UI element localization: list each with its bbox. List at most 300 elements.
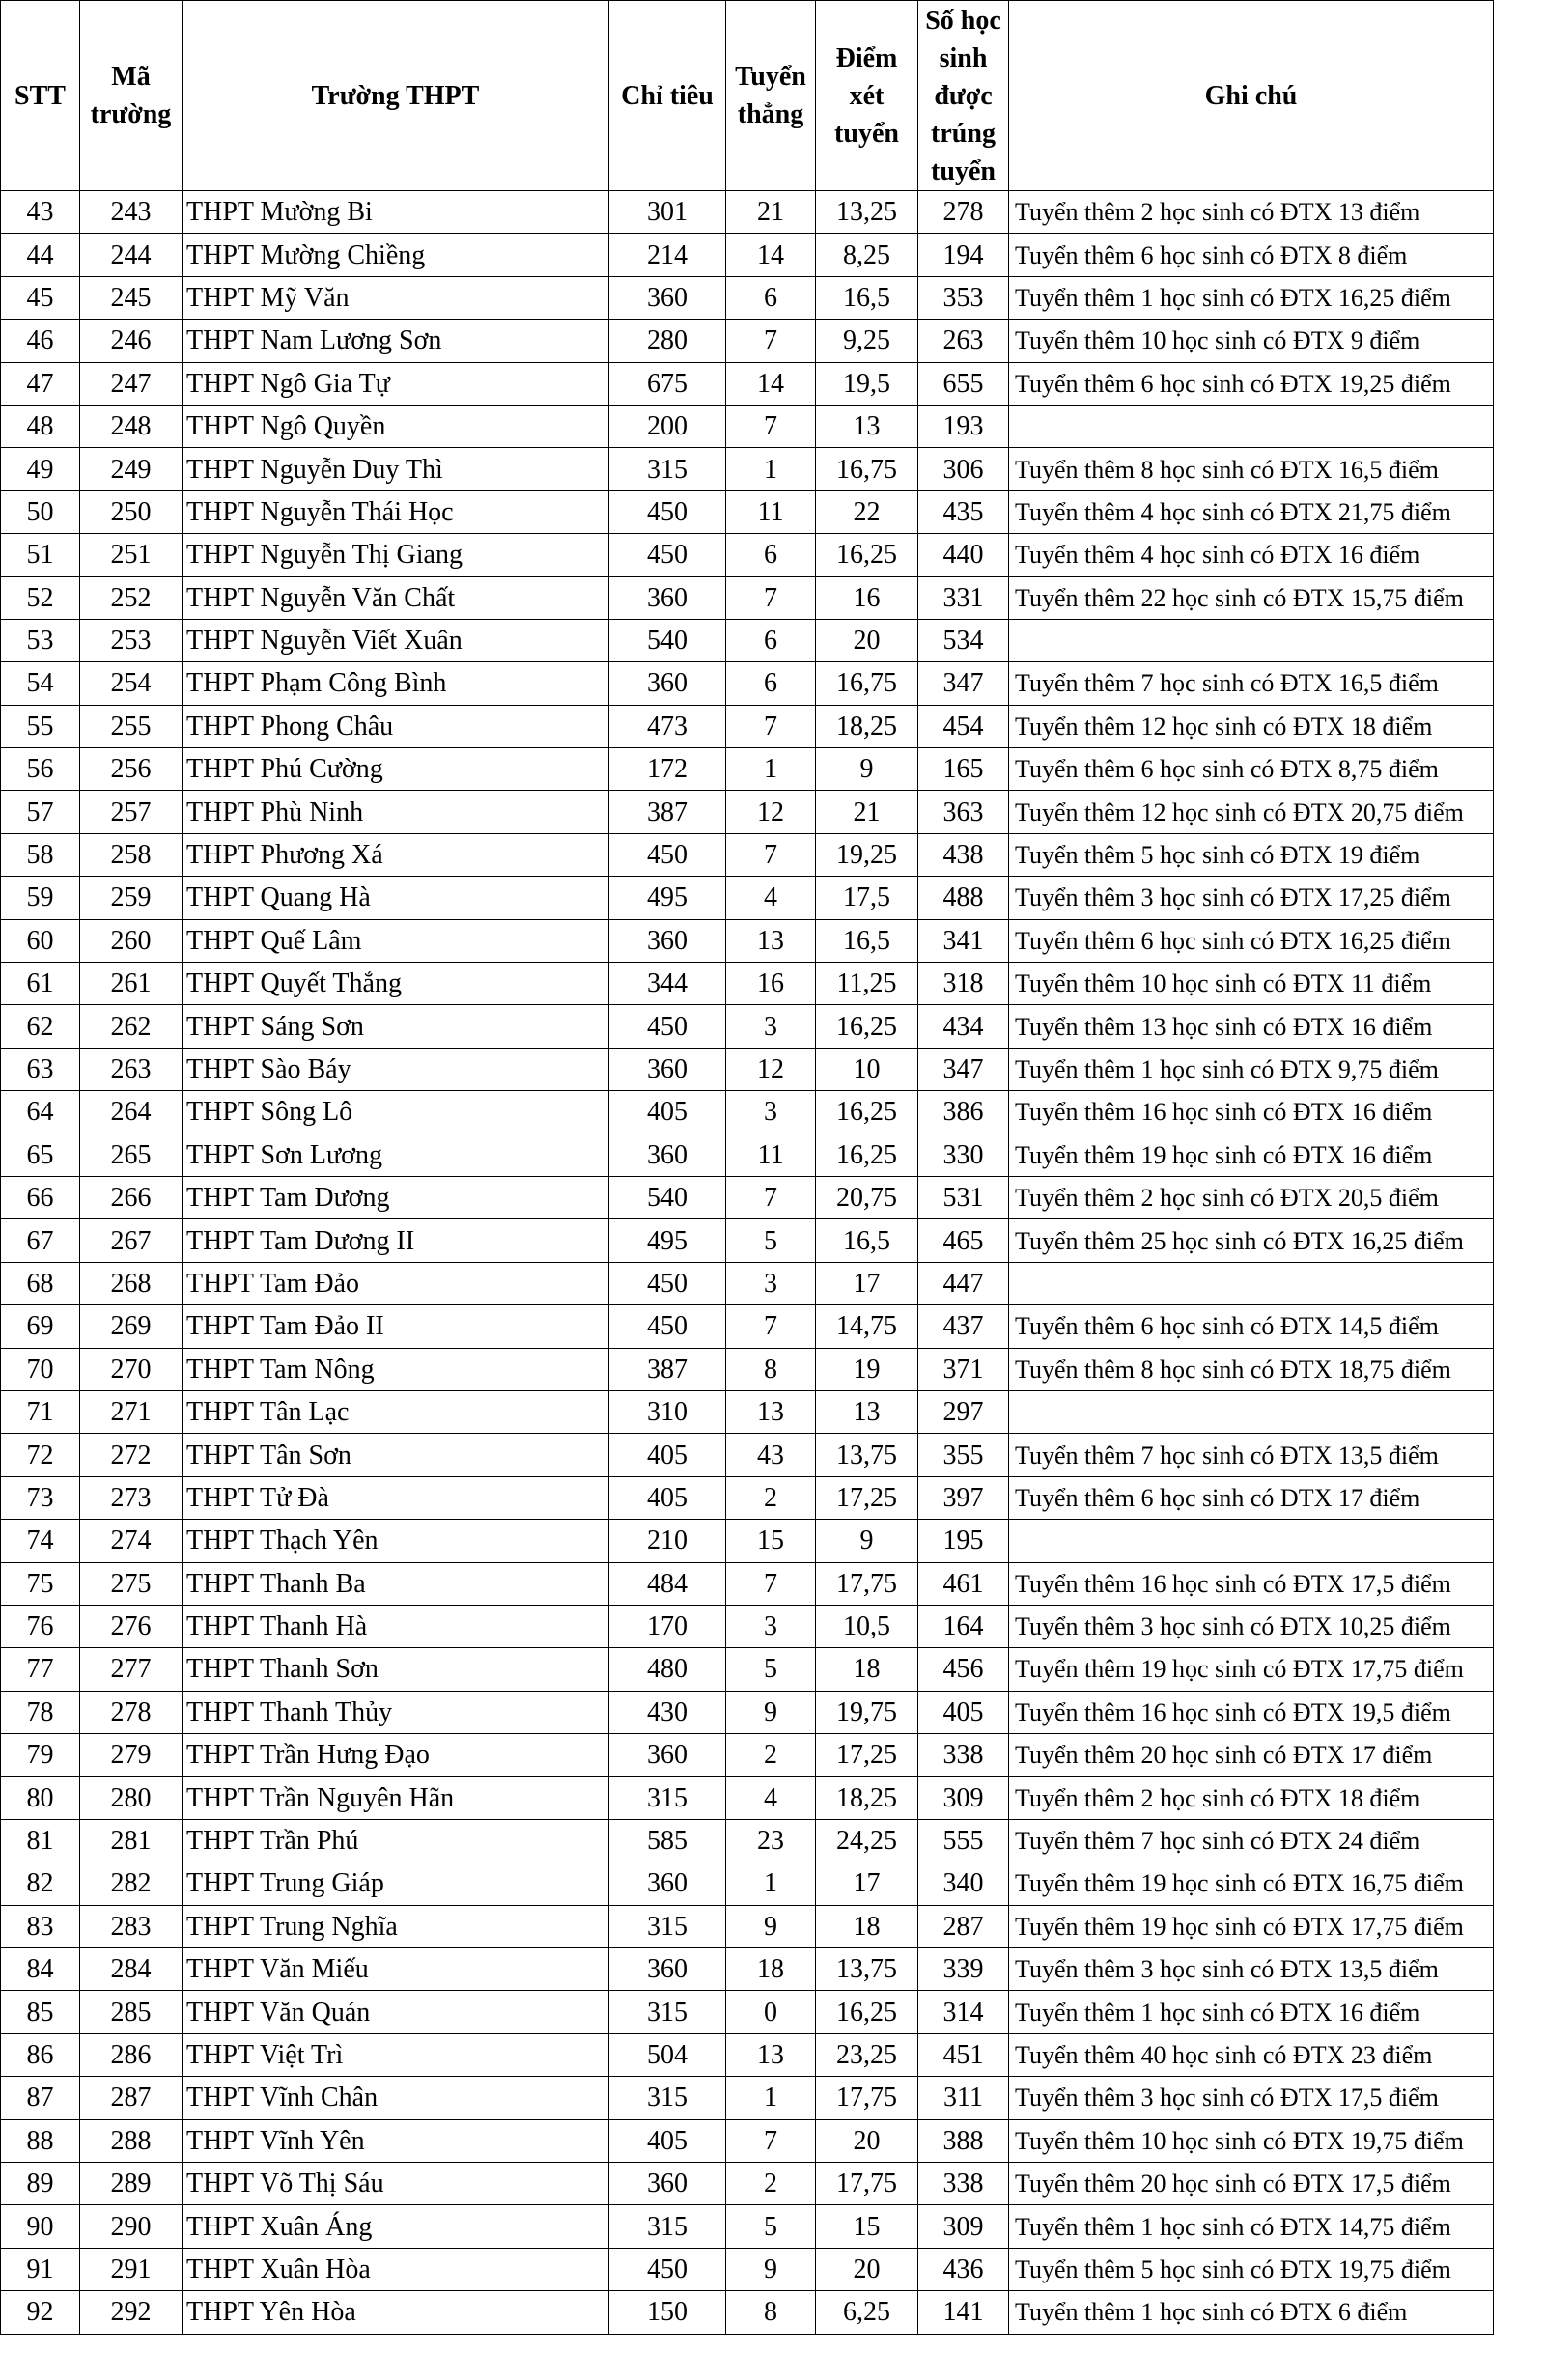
cell-so-hoc-sinh: 195 xyxy=(918,1520,1009,1562)
table-row xyxy=(1,362,1494,405)
cell-truong-thpt: THPT Tam Dương II xyxy=(183,1219,609,1262)
cell-diem-xet-tuyen: 10 xyxy=(816,1048,918,1090)
cell-truong-thpt: THPT Trần Nguyên Hãn xyxy=(183,1777,609,1819)
cell-so-hoc-sinh: 309 xyxy=(918,2205,1009,2248)
cell-truong-thpt: THPT Ngô Gia Tự xyxy=(183,362,609,405)
cell-so-hoc-sinh: 363 xyxy=(918,791,1009,833)
cell-diem-xet-tuyen: 22 xyxy=(816,490,918,533)
cell-diem-xet-tuyen: 16,75 xyxy=(816,448,918,490)
cell-truong-thpt: THPT Thạch Yên xyxy=(183,1520,609,1562)
cell-ghi-chu: Tuyển thêm 3 học sinh có ĐTX 17,25 điểm xyxy=(1009,877,1494,919)
cell-stt: 49 xyxy=(1,448,80,490)
cell-truong-thpt: THPT Yên Hòa xyxy=(183,2291,609,2334)
cell-ghi-chu: Tuyển thêm 1 học sinh có ĐTX 14,75 điểm xyxy=(1009,2205,1494,2248)
cell-stt: 66 xyxy=(1,1176,80,1218)
table-row xyxy=(1,791,1494,833)
cell-so-hoc-sinh: 309 xyxy=(918,1777,1009,1819)
cell-chi-tieu: 450 xyxy=(609,1305,726,1348)
cell-diem-xet-tuyen: 16,5 xyxy=(816,919,918,962)
cell-chi-tieu: 405 xyxy=(609,2119,726,2162)
cell-ma-truong: 268 xyxy=(80,1262,183,1304)
cell-diem-xet-tuyen: 18 xyxy=(816,1905,918,1947)
table-row xyxy=(1,2119,1494,2162)
cell-chi-tieu: 315 xyxy=(609,448,726,490)
cell-ma-truong: 264 xyxy=(80,1091,183,1134)
cell-chi-tieu: 310 xyxy=(609,1390,726,1433)
cell-chi-tieu: 450 xyxy=(609,2248,726,2290)
cell-stt: 83 xyxy=(1,1905,80,1947)
table-row xyxy=(1,2248,1494,2290)
cell-so-hoc-sinh: 141 xyxy=(918,2291,1009,2334)
cell-ma-truong: 265 xyxy=(80,1134,183,1176)
cell-chi-tieu: 360 xyxy=(609,662,726,705)
cell-stt: 74 xyxy=(1,1520,80,1562)
table-row xyxy=(1,1390,1494,1433)
cell-ma-truong: 288 xyxy=(80,2119,183,2162)
table-row xyxy=(1,320,1494,362)
cell-ghi-chu xyxy=(1009,1390,1494,1433)
cell-stt: 71 xyxy=(1,1390,80,1433)
cell-diem-xet-tuyen: 19,25 xyxy=(816,833,918,876)
cell-chi-tieu: 360 xyxy=(609,1048,726,1090)
cell-ghi-chu: Tuyển thêm 6 học sinh có ĐTX 8,75 điểm xyxy=(1009,748,1494,791)
cell-tuyen-thang: 3 xyxy=(726,1091,816,1134)
cell-chi-tieu: 495 xyxy=(609,1219,726,1262)
cell-ghi-chu: Tuyển thêm 25 học sinh có ĐTX 16,25 điểm xyxy=(1009,1219,1494,1262)
cell-ma-truong: 243 xyxy=(80,191,183,234)
cell-stt: 87 xyxy=(1,2077,80,2119)
cell-tuyen-thang: 12 xyxy=(726,1048,816,1090)
cell-so-hoc-sinh: 287 xyxy=(918,1905,1009,1947)
cell-so-hoc-sinh: 318 xyxy=(918,963,1009,1005)
table-row xyxy=(1,490,1494,533)
cell-stt: 44 xyxy=(1,234,80,276)
cell-tuyen-thang: 5 xyxy=(726,1648,816,1691)
cell-chi-tieu: 360 xyxy=(609,1862,726,1905)
cell-diem-xet-tuyen: 16,5 xyxy=(816,276,918,319)
cell-so-hoc-sinh: 386 xyxy=(918,1091,1009,1134)
cell-diem-xet-tuyen: 24,25 xyxy=(816,1819,918,1862)
cell-ghi-chu xyxy=(1009,619,1494,661)
cell-stt: 88 xyxy=(1,2119,80,2162)
cell-truong-thpt: THPT Văn Miếu xyxy=(183,1948,609,1991)
cell-ma-truong: 263 xyxy=(80,1048,183,1090)
cell-chi-tieu: 480 xyxy=(609,1648,726,1691)
table-row xyxy=(1,2205,1494,2248)
cell-so-hoc-sinh: 465 xyxy=(918,1219,1009,1262)
table-row xyxy=(1,1305,1494,1348)
cell-chi-tieu: 315 xyxy=(609,1777,726,1819)
cell-so-hoc-sinh: 311 xyxy=(918,2077,1009,2119)
cell-tuyen-thang: 9 xyxy=(726,1905,816,1947)
cell-diem-xet-tuyen: 20 xyxy=(816,2248,918,2290)
cell-truong-thpt: THPT Sông Lô xyxy=(183,1091,609,1134)
cell-ma-truong: 275 xyxy=(80,1562,183,1605)
cell-truong-thpt: THPT Võ Thị Sáu xyxy=(183,2162,609,2204)
cell-so-hoc-sinh: 655 xyxy=(918,362,1009,405)
cell-ma-truong: 278 xyxy=(80,1691,183,1733)
cell-ghi-chu: Tuyển thêm 8 học sinh có ĐTX 18,75 điểm xyxy=(1009,1348,1494,1390)
cell-chi-tieu: 315 xyxy=(609,2205,726,2248)
cell-ma-truong: 259 xyxy=(80,877,183,919)
table-row xyxy=(1,833,1494,876)
cell-diem-xet-tuyen: 19,5 xyxy=(816,362,918,405)
cell-so-hoc-sinh: 297 xyxy=(918,1390,1009,1433)
cell-stt: 56 xyxy=(1,748,80,791)
cell-chi-tieu: 675 xyxy=(609,362,726,405)
table-row xyxy=(1,2162,1494,2204)
cell-stt: 68 xyxy=(1,1262,80,1304)
cell-chi-tieu: 210 xyxy=(609,1520,726,1562)
cell-ma-truong: 246 xyxy=(80,320,183,362)
cell-truong-thpt: THPT Thanh Thủy xyxy=(183,1691,609,1733)
cell-so-hoc-sinh: 488 xyxy=(918,877,1009,919)
cell-tuyen-thang: 6 xyxy=(726,662,816,705)
cell-chi-tieu: 344 xyxy=(609,963,726,1005)
cell-ghi-chu: Tuyển thêm 12 học sinh có ĐTX 20,75 điểm xyxy=(1009,791,1494,833)
cell-ghi-chu: Tuyển thêm 5 học sinh có ĐTX 19,75 điểm xyxy=(1009,2248,1494,2290)
cell-so-hoc-sinh: 355 xyxy=(918,1434,1009,1476)
cell-truong-thpt: THPT Văn Quán xyxy=(183,1991,609,2033)
cell-chi-tieu: 450 xyxy=(609,490,726,533)
table-row xyxy=(1,1520,1494,1562)
cell-so-hoc-sinh: 338 xyxy=(918,2162,1009,2204)
cell-so-hoc-sinh: 456 xyxy=(918,1648,1009,1691)
cell-stt: 78 xyxy=(1,1691,80,1733)
cell-ghi-chu: Tuyển thêm 2 học sinh có ĐTX 13 điểm xyxy=(1009,191,1494,234)
cell-so-hoc-sinh: 454 xyxy=(918,705,1009,747)
table-row xyxy=(1,1691,1494,1733)
cell-truong-thpt: THPT Nguyễn Văn Chất xyxy=(183,576,609,619)
cell-chi-tieu: 360 xyxy=(609,919,726,962)
table-row xyxy=(1,1048,1494,1090)
cell-ghi-chu: Tuyển thêm 6 học sinh có ĐTX 8 điểm xyxy=(1009,234,1494,276)
table-header xyxy=(1,1,1494,191)
cell-stt: 86 xyxy=(1,2033,80,2076)
table-row xyxy=(1,534,1494,576)
cell-tuyen-thang: 21 xyxy=(726,191,816,234)
cell-tuyen-thang: 7 xyxy=(726,405,816,447)
cell-tuyen-thang: 7 xyxy=(726,1305,816,1348)
cell-ghi-chu: Tuyển thêm 3 học sinh có ĐTX 10,25 điểm xyxy=(1009,1605,1494,1647)
table-row xyxy=(1,662,1494,705)
cell-tuyen-thang: 3 xyxy=(726,1005,816,1048)
cell-tuyen-thang: 13 xyxy=(726,919,816,962)
cell-ma-truong: 257 xyxy=(80,791,183,833)
cell-ghi-chu: Tuyển thêm 1 học sinh có ĐTX 16 điểm xyxy=(1009,1991,1494,2033)
cell-so-hoc-sinh: 353 xyxy=(918,276,1009,319)
cell-diem-xet-tuyen: 14,75 xyxy=(816,1305,918,1348)
table-row xyxy=(1,1777,1494,1819)
cell-ma-truong: 284 xyxy=(80,1948,183,1991)
cell-stt: 70 xyxy=(1,1348,80,1390)
cell-so-hoc-sinh: 306 xyxy=(918,448,1009,490)
cell-diem-xet-tuyen: 10,5 xyxy=(816,1605,918,1647)
cell-so-hoc-sinh: 447 xyxy=(918,1262,1009,1304)
cell-chi-tieu: 540 xyxy=(609,1176,726,1218)
cell-truong-thpt: THPT Việt Trì xyxy=(183,2033,609,2076)
table-row xyxy=(1,1905,1494,1947)
cell-truong-thpt: THPT Phong Châu xyxy=(183,705,609,747)
header-tuyen-thang: Tuyển thẳng xyxy=(726,1,816,191)
cell-ma-truong: 269 xyxy=(80,1305,183,1348)
cell-ma-truong: 251 xyxy=(80,534,183,576)
cell-so-hoc-sinh: 331 xyxy=(918,576,1009,619)
cell-diem-xet-tuyen: 19,75 xyxy=(816,1691,918,1733)
cell-so-hoc-sinh: 437 xyxy=(918,1305,1009,1348)
table-row xyxy=(1,2291,1494,2334)
cell-ma-truong: 258 xyxy=(80,833,183,876)
table-row xyxy=(1,1176,1494,1218)
cell-truong-thpt: THPT Phù Ninh xyxy=(183,791,609,833)
cell-ma-truong: 252 xyxy=(80,576,183,619)
header-ghi-chu: Ghi chú xyxy=(1009,1,1494,191)
cell-stt: 48 xyxy=(1,405,80,447)
cell-chi-tieu: 170 xyxy=(609,1605,726,1647)
cell-ma-truong: 285 xyxy=(80,1991,183,2033)
cell-truong-thpt: THPT Quang Hà xyxy=(183,877,609,919)
cell-truong-thpt: THPT Vĩnh Yên xyxy=(183,2119,609,2162)
cell-ghi-chu: Tuyển thêm 16 học sinh có ĐTX 16 điểm xyxy=(1009,1091,1494,1134)
cell-diem-xet-tuyen: 16,5 xyxy=(816,1219,918,1262)
cell-stt: 65 xyxy=(1,1134,80,1176)
cell-ma-truong: 244 xyxy=(80,234,183,276)
cell-tuyen-thang: 7 xyxy=(726,833,816,876)
cell-tuyen-thang: 1 xyxy=(726,748,816,791)
header-chi-tieu: Chỉ tiêu xyxy=(609,1,726,191)
cell-truong-thpt: THPT Sào Báy xyxy=(183,1048,609,1090)
cell-tuyen-thang: 0 xyxy=(726,1991,816,2033)
cell-tuyen-thang: 8 xyxy=(726,1348,816,1390)
cell-so-hoc-sinh: 397 xyxy=(918,1476,1009,1519)
cell-diem-xet-tuyen: 17 xyxy=(816,1262,918,1304)
cell-diem-xet-tuyen: 16 xyxy=(816,576,918,619)
cell-ma-truong: 250 xyxy=(80,490,183,533)
cell-diem-xet-tuyen: 13 xyxy=(816,405,918,447)
cell-tuyen-thang: 6 xyxy=(726,619,816,661)
cell-ma-truong: 271 xyxy=(80,1390,183,1433)
table-row xyxy=(1,877,1494,919)
header-ma-truong: Mã trường xyxy=(80,1,183,191)
cell-ghi-chu: Tuyển thêm 20 học sinh có ĐTX 17 điểm xyxy=(1009,1734,1494,1777)
cell-ma-truong: 249 xyxy=(80,448,183,490)
cell-so-hoc-sinh: 263 xyxy=(918,320,1009,362)
cell-tuyen-thang: 13 xyxy=(726,2033,816,2076)
cell-chi-tieu: 405 xyxy=(609,1476,726,1519)
cell-ma-truong: 282 xyxy=(80,1862,183,1905)
cell-chi-tieu: 585 xyxy=(609,1819,726,1862)
cell-ghi-chu: Tuyển thêm 7 học sinh có ĐTX 13,5 điểm xyxy=(1009,1434,1494,1476)
cell-tuyen-thang: 9 xyxy=(726,2248,816,2290)
table-row xyxy=(1,748,1494,791)
cell-tuyen-thang: 18 xyxy=(726,1948,816,1991)
table-row xyxy=(1,963,1494,1005)
table-row xyxy=(1,276,1494,319)
cell-tuyen-thang: 12 xyxy=(726,791,816,833)
cell-tuyen-thang: 11 xyxy=(726,490,816,533)
cell-stt: 81 xyxy=(1,1819,80,1862)
cell-stt: 45 xyxy=(1,276,80,319)
table-row xyxy=(1,234,1494,276)
cell-ghi-chu: Tuyển thêm 4 học sinh có ĐTX 21,75 điểm xyxy=(1009,490,1494,533)
cell-chi-tieu: 540 xyxy=(609,619,726,661)
cell-ghi-chu: Tuyển thêm 2 học sinh có ĐTX 20,5 điểm xyxy=(1009,1176,1494,1218)
cell-ma-truong: 280 xyxy=(80,1777,183,1819)
cell-ghi-chu: Tuyển thêm 22 học sinh có ĐTX 15,75 điểm xyxy=(1009,576,1494,619)
table-row xyxy=(1,1091,1494,1134)
cell-chi-tieu: 280 xyxy=(609,320,726,362)
cell-ghi-chu: Tuyển thêm 1 học sinh có ĐTX 9,75 điểm xyxy=(1009,1048,1494,1090)
cell-diem-xet-tuyen: 11,25 xyxy=(816,963,918,1005)
table-row xyxy=(1,1348,1494,1390)
cell-diem-xet-tuyen: 16,25 xyxy=(816,1091,918,1134)
cell-ma-truong: 245 xyxy=(80,276,183,319)
cell-truong-thpt: THPT Tân Lạc xyxy=(183,1390,609,1433)
cell-ma-truong: 255 xyxy=(80,705,183,747)
cell-diem-xet-tuyen: 20,75 xyxy=(816,1176,918,1218)
header-so-hoc-sinh: Số học sinh được trúng tuyển xyxy=(918,1,1009,191)
cell-tuyen-thang: 6 xyxy=(726,534,816,576)
cell-truong-thpt: THPT Xuân Áng xyxy=(183,2205,609,2248)
cell-stt: 64 xyxy=(1,1091,80,1134)
cell-truong-thpt: THPT Phạm Công Bình xyxy=(183,662,609,705)
cell-diem-xet-tuyen: 9 xyxy=(816,1520,918,1562)
table-row xyxy=(1,1262,1494,1304)
cell-tuyen-thang: 7 xyxy=(726,1562,816,1605)
table-row xyxy=(1,705,1494,747)
cell-so-hoc-sinh: 330 xyxy=(918,1134,1009,1176)
cell-chi-tieu: 495 xyxy=(609,877,726,919)
cell-truong-thpt: THPT Sơn Lương xyxy=(183,1134,609,1176)
cell-ma-truong: 287 xyxy=(80,2077,183,2119)
cell-stt: 63 xyxy=(1,1048,80,1090)
cell-truong-thpt: THPT Xuân Hòa xyxy=(183,2248,609,2290)
cell-ghi-chu: Tuyển thêm 20 học sinh có ĐTX 17,5 điểm xyxy=(1009,2162,1494,2204)
cell-tuyen-thang: 4 xyxy=(726,1777,816,1819)
cell-stt: 77 xyxy=(1,1648,80,1691)
cell-diem-xet-tuyen: 13,75 xyxy=(816,1434,918,1476)
cell-chi-tieu: 387 xyxy=(609,791,726,833)
cell-so-hoc-sinh: 193 xyxy=(918,405,1009,447)
cell-tuyen-thang: 7 xyxy=(726,705,816,747)
table-row xyxy=(1,619,1494,661)
cell-tuyen-thang: 8 xyxy=(726,2291,816,2334)
cell-truong-thpt: THPT Vĩnh Chân xyxy=(183,2077,609,2119)
cell-chi-tieu: 315 xyxy=(609,2077,726,2119)
header-row xyxy=(1,1,1494,191)
cell-diem-xet-tuyen: 16,25 xyxy=(816,534,918,576)
cell-truong-thpt: THPT Phương Xá xyxy=(183,833,609,876)
cell-truong-thpt: THPT Nguyễn Thái Học xyxy=(183,490,609,533)
cell-truong-thpt: THPT Tam Đảo xyxy=(183,1262,609,1304)
cell-tuyen-thang: 2 xyxy=(726,2162,816,2204)
cell-stt: 82 xyxy=(1,1862,80,1905)
cell-so-hoc-sinh: 165 xyxy=(918,748,1009,791)
cell-chi-tieu: 360 xyxy=(609,276,726,319)
cell-tuyen-thang: 15 xyxy=(726,1520,816,1562)
cell-stt: 72 xyxy=(1,1434,80,1476)
cell-chi-tieu: 172 xyxy=(609,748,726,791)
cell-stt: 60 xyxy=(1,919,80,962)
cell-diem-xet-tuyen: 18,25 xyxy=(816,705,918,747)
cell-ma-truong: 266 xyxy=(80,1176,183,1218)
cell-diem-xet-tuyen: 13,75 xyxy=(816,1948,918,1991)
cell-ma-truong: 248 xyxy=(80,405,183,447)
cell-chi-tieu: 360 xyxy=(609,576,726,619)
cell-truong-thpt: THPT Ngô Quyền xyxy=(183,405,609,447)
cell-ghi-chu: Tuyển thêm 19 học sinh có ĐTX 16 điểm xyxy=(1009,1134,1494,1176)
cell-diem-xet-tuyen: 18 xyxy=(816,1648,918,1691)
cell-so-hoc-sinh: 347 xyxy=(918,1048,1009,1090)
cell-ma-truong: 267 xyxy=(80,1219,183,1262)
cell-diem-xet-tuyen: 16,25 xyxy=(816,1005,918,1048)
cell-stt: 67 xyxy=(1,1219,80,1262)
table-row xyxy=(1,1862,1494,1905)
cell-ghi-chu: Tuyển thêm 6 học sinh có ĐTX 17 điểm xyxy=(1009,1476,1494,1519)
table-row xyxy=(1,1219,1494,1262)
cell-ma-truong: 289 xyxy=(80,2162,183,2204)
cell-ghi-chu: Tuyển thêm 3 học sinh có ĐTX 13,5 điểm xyxy=(1009,1948,1494,1991)
cell-stt: 91 xyxy=(1,2248,80,2290)
cell-so-hoc-sinh: 461 xyxy=(918,1562,1009,1605)
cell-so-hoc-sinh: 531 xyxy=(918,1176,1009,1218)
table-row xyxy=(1,1605,1494,1647)
cell-diem-xet-tuyen: 17,75 xyxy=(816,2077,918,2119)
table-row xyxy=(1,1562,1494,1605)
cell-ghi-chu: Tuyển thêm 7 học sinh có ĐTX 16,5 điểm xyxy=(1009,662,1494,705)
cell-tuyen-thang: 3 xyxy=(726,1605,816,1647)
cell-ma-truong: 291 xyxy=(80,2248,183,2290)
cell-ghi-chu: Tuyển thêm 6 học sinh có ĐTX 19,25 điểm xyxy=(1009,362,1494,405)
cell-truong-thpt: THPT Thanh Ba xyxy=(183,1562,609,1605)
cell-tuyen-thang: 7 xyxy=(726,1176,816,1218)
cell-ma-truong: 273 xyxy=(80,1476,183,1519)
cell-stt: 85 xyxy=(1,1991,80,2033)
cell-truong-thpt: THPT Nguyễn Viết Xuân xyxy=(183,619,609,661)
cell-diem-xet-tuyen: 17,25 xyxy=(816,1476,918,1519)
cell-chi-tieu: 450 xyxy=(609,1262,726,1304)
cell-so-hoc-sinh: 434 xyxy=(918,1005,1009,1048)
cell-stt: 47 xyxy=(1,362,80,405)
cell-tuyen-thang: 2 xyxy=(726,1476,816,1519)
cell-diem-xet-tuyen: 16,25 xyxy=(816,1991,918,2033)
cell-ghi-chu: Tuyển thêm 19 học sinh có ĐTX 16,75 điểm xyxy=(1009,1862,1494,1905)
cell-diem-xet-tuyen: 16,75 xyxy=(816,662,918,705)
cell-stt: 43 xyxy=(1,191,80,234)
cell-diem-xet-tuyen: 17,25 xyxy=(816,1734,918,1777)
cell-ghi-chu: Tuyển thêm 3 học sinh có ĐTX 17,5 điểm xyxy=(1009,2077,1494,2119)
cell-so-hoc-sinh: 278 xyxy=(918,191,1009,234)
table-row xyxy=(1,448,1494,490)
cell-tuyen-thang: 6 xyxy=(726,276,816,319)
cell-ma-truong: 254 xyxy=(80,662,183,705)
cell-so-hoc-sinh: 341 xyxy=(918,919,1009,962)
cell-diem-xet-tuyen: 18,25 xyxy=(816,1777,918,1819)
cell-diem-xet-tuyen: 23,25 xyxy=(816,2033,918,2076)
cell-so-hoc-sinh: 347 xyxy=(918,662,1009,705)
cell-stt: 46 xyxy=(1,320,80,362)
cell-tuyen-thang: 7 xyxy=(726,320,816,362)
cell-stt: 92 xyxy=(1,2291,80,2334)
cell-ma-truong: 277 xyxy=(80,1648,183,1691)
cell-diem-xet-tuyen: 9 xyxy=(816,748,918,791)
cell-truong-thpt: THPT Nguyễn Duy Thì xyxy=(183,448,609,490)
cell-so-hoc-sinh: 405 xyxy=(918,1691,1009,1733)
cell-truong-thpt: THPT Trần Hưng Đạo xyxy=(183,1734,609,1777)
cell-stt: 90 xyxy=(1,2205,80,2248)
cell-ghi-chu: Tuyển thêm 16 học sinh có ĐTX 19,5 điểm xyxy=(1009,1691,1494,1733)
cell-truong-thpt: THPT Sáng Sơn xyxy=(183,1005,609,1048)
